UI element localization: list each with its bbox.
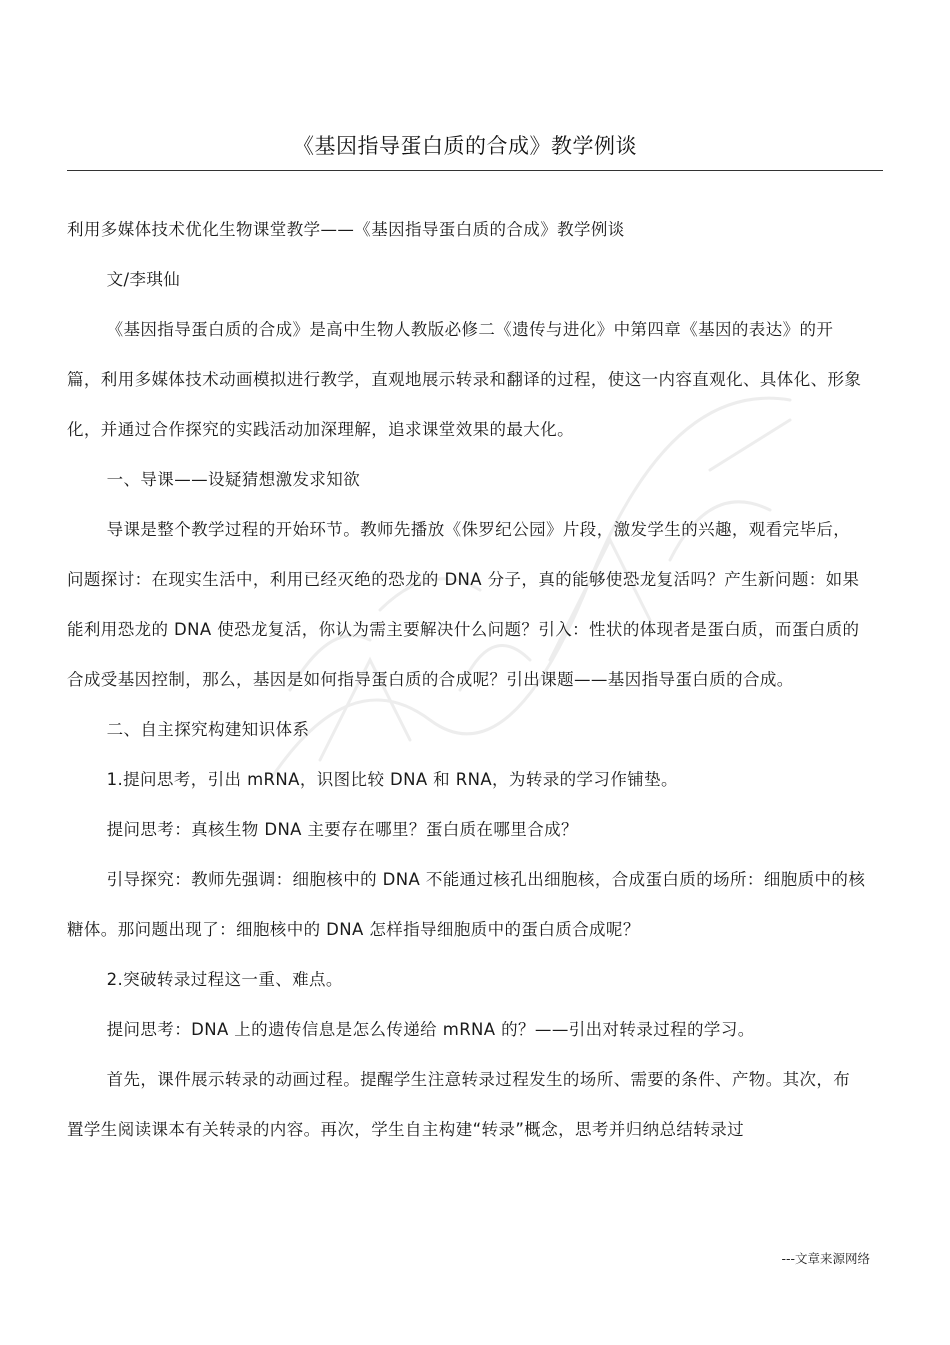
intro-paragraph: 《基因指导蛋白质的合成》是高中生物人教版必修二《遗传与进化》中第四章《基因的表达》的开篇，利用多媒体技术动画模拟进行教学，直观地展示转录和翻译的过程，使这一内容直观化、具体化、形象化，并通过合作探究的实践活动加深理解，追求课堂效果的最大化。 [67,320,862,439]
guided-inquiry-paragraph: 引导探究：教师先强调：细胞核中的 DNA 不能通过核孔出细胞核，合成蛋白质的场所：细胞质中的核糖体。那问题出现了：细胞核中的 DNA 怎样指导细胞质中的蛋白质合成呢？ [67,870,866,939]
step-1-paragraph: 1.提问思考，引出 mRNA，识图比较 DNA 和 RNA，为转录的学习作铺垫。 [106,770,678,789]
courseware-paragraph: 首先，课件展示转录的动画过程。提醒学生注意转录过程发生的场所、需要的条件、产物。其次，布置学生阅读课本有关转录的内容。再次，学生自主构建“转录”概念，思考并归纳总结转录过 [67,1070,851,1139]
section-heading-1: 一、导课——设疑猜想激发求知欲 [106,470,361,489]
lead-in-paragraph: 导课是整个教学过程的开始环节。教师先播放《侏罗纪公园》片段，激发学生的兴趣，观看完毕后，问题探讨：在现实生活中，利用已经灭绝的恐龙的 DNA 分子，真的能够使恐龙复活吗？产生新问题：如果能利用恐龙的 DNA 使恐龙复活，你认为需主要解决什么问题？引入：性状的体现者是蛋白质，而蛋白质的合成受基因控制，那么，基因是如何指导蛋白质的合成呢？引出课题——基因指导蛋白质的合成。 [67,520,860,689]
author-line: 文/李琪仙 [106,270,181,289]
step-2-paragraph: 2.突破转录过程这一重、难点。 [106,970,343,989]
document-body [67,205,867,1155]
document-title: 《基因指导蛋白质的合成》教学例谈 [293,134,637,158]
source-footer: ---文章来源网络 [781,1251,870,1266]
subtitle-line: 利用多媒体技术优化生物课堂教学——《基因指导蛋白质的合成》教学例谈 [67,220,625,239]
transcription-question-paragraph: 提问思考：DNA 上的遗传信息是怎么传递给 mRNA 的？——引出对转录过程的学习。 [106,1020,755,1039]
question-paragraph: 提问思考：真核生物 DNA 主要存在哪里？蛋白质在哪里合成？ [106,820,578,839]
section-heading-2: 二、自主探究构建知识体系 [106,720,310,739]
title-divider [67,170,883,171]
